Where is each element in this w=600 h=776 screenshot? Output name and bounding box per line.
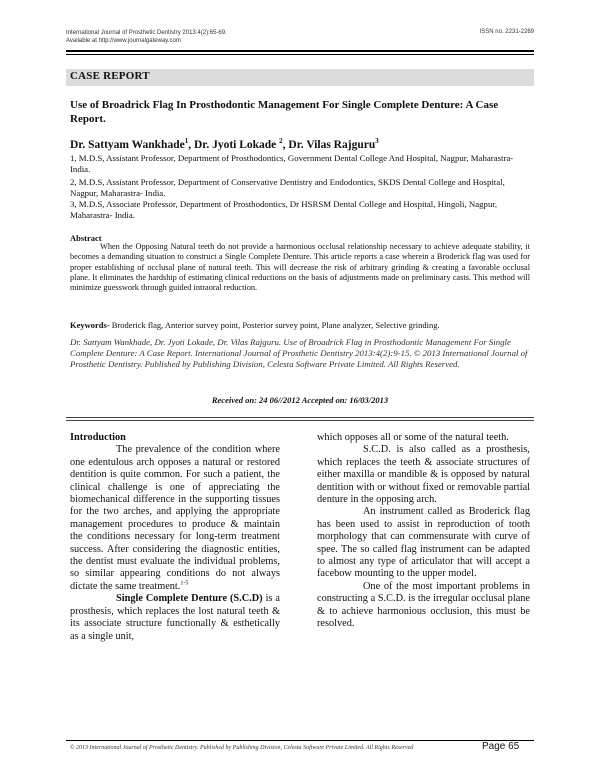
paragraph-text: is a prosthesis, which replaces the lost natural teeth & its associate structure functionally & esthetically as a single unit, [70, 593, 280, 642]
body-column-right [317, 432, 530, 631]
body-paragraph: which opposes all or some of the natural teeth. [317, 432, 509, 443]
page-number: Page 65 [482, 741, 520, 752]
body-paragraph: S.C.D. is also called as a prosthesis, which replaces the teeth & associate structures of either maxilla or mandible & is opposed by natural dentition with or without fixed or removable partial denture in the opposing arch. [317, 444, 530, 506]
header-rule-thick [66, 50, 534, 52]
section-heading-introduction: Introduction [70, 432, 126, 443]
author-affiliation-marker: 3 [375, 137, 379, 145]
author-name: Dr. Jyoti Lokade [193, 138, 280, 151]
body-paragraph: One of the most important problems in constructing a S.C.D. is the irregular occlusal plane & to achieve harmonious occlusion, this must be resolved. [317, 580, 530, 630]
received-dates: Received on: 24 06//2012 Accepted on: 16/03/2013 [211, 395, 389, 405]
footer-copyright: © 2013 International Journal of Prosthetic Dentistry. Published by Publishing Division, Celesta Software Private Limited. All Rights Reserved [70, 745, 414, 751]
keywords [70, 320, 530, 330]
author-list: Dr. Sattyam Wankhade$^1$, Dr. Jyoti Lokade $^2$, Dr. Vilas Rajguru$^3$ [70, 137, 379, 151]
journal-citation-line: International Journal of Prosthetic Dentistry 2013:4(2):65-69. [66, 30, 227, 36]
citation-block: Dr. Sattyam Wankhade, Dr. Jyoti Lokade, Dr. Vilas Rajguru. Use of Broadrick Flag in Prosthodontic Management For Single Complete Denture: A Case Report. International Journal of Prosthetic Dentistry 2013:4(2):9-15. © 2013 International Journal of Prosthetic Dentistry. Published by Publishing Division, Celesta Software Private Limited. All Rights Reserved. [70, 337, 528, 369]
footer-rule [66, 740, 534, 741]
divider [66, 420, 534, 421]
divider [66, 417, 534, 418]
abstract-heading: Abstract [70, 233, 102, 243]
issn-label: ISSN no. 2231-2269 [479, 29, 534, 35]
author-affiliation-marker: 1 [184, 137, 189, 145]
paragraph-text: The prevalence of the condition where one edentulous arch opposes a natural or restored dentition is quite common. For such a patient, the clinical challenge is one of appreciating the biomechanical difference in the supporting tissues for the two arches, and applying the appropriate management procedures to produce & maintain the conditions necessary for long-term treatment success. After considering the diagnostic entities, the dentist must evaluate the individual problems, so similar appearing conditions do not always dictate the same treatment. [70, 444, 280, 592]
body-paragraph: An instrument called as Broderick flag has been used to assist in reproduction of tooth morphology that can commensurate with curve of spee. The so called flag instrument can be adapted to almost any type of articulator that will accept a facebow mounting to the upper model. [317, 506, 530, 580]
reference-marker: 1-5 [180, 580, 189, 587]
header-rule-thin [66, 54, 534, 55]
body-column-left [70, 432, 280, 643]
author-name: Dr. Vilas Rajguru [288, 138, 376, 151]
article-title: Use of Broadrick Flag In Prosthodontic Management For Single Complete Denture: A Case Report. [70, 99, 499, 125]
affiliation: 2, M.D.S, Assistant Professor, Department of Conservative Dentistry and Endodontics, SKDS Dental College and Hospital, Nagpur, Maharastra- India. [70, 177, 505, 198]
body-paragraph [70, 444, 280, 593]
body-paragraph [70, 593, 280, 643]
inline-heading-scd: Single Complete Denture (S.C.D) [116, 593, 263, 605]
journal-availability-line: Available at http://www.journalgateway.com [66, 38, 181, 44]
affiliation: 1, M.D.S, Assistant Professor, Department of Prosthodontics, Government Dental College And Hospital, Nagpur, Maharastra- India. [70, 153, 514, 174]
affiliation: 3, M.D.S, Associate Professor, Department of Prosthodontics, Dr HSRSM Dental College and Hospital, Hingoli, Nagpur, Maharastra- India. [70, 199, 498, 220]
keywords-text: Broderick flag, Anterior survey point, Posterior survey point, Plane analyzer, Selective grinding. [109, 320, 440, 330]
author-affiliation-marker: 2 [279, 137, 283, 145]
abstract-body: When the Opposing Natural teeth do not provide a harmonious occlusal relationship necessary to achieve adequate stability, it becomes a demanding situation to construct a Single Complete Denture. This article reports a case wherein a Broderick flag was used for proper establishing of occlusal plane of natural teeth. This will decrease the risk of arbitrary grinding & creating a favorable occlusal plane. It eliminates the hardship of estimating clinical reductions on the basis of adjustments made on preliminary casts. This method will minimize guesswork through guided intraoral reduction. [70, 242, 530, 293]
author-name: Dr. Sattyam Wankhade [70, 138, 185, 151]
section-label: CASE REPORT [70, 70, 150, 82]
journal-header [66, 29, 227, 45]
keywords-label: Keywords- [70, 320, 110, 330]
